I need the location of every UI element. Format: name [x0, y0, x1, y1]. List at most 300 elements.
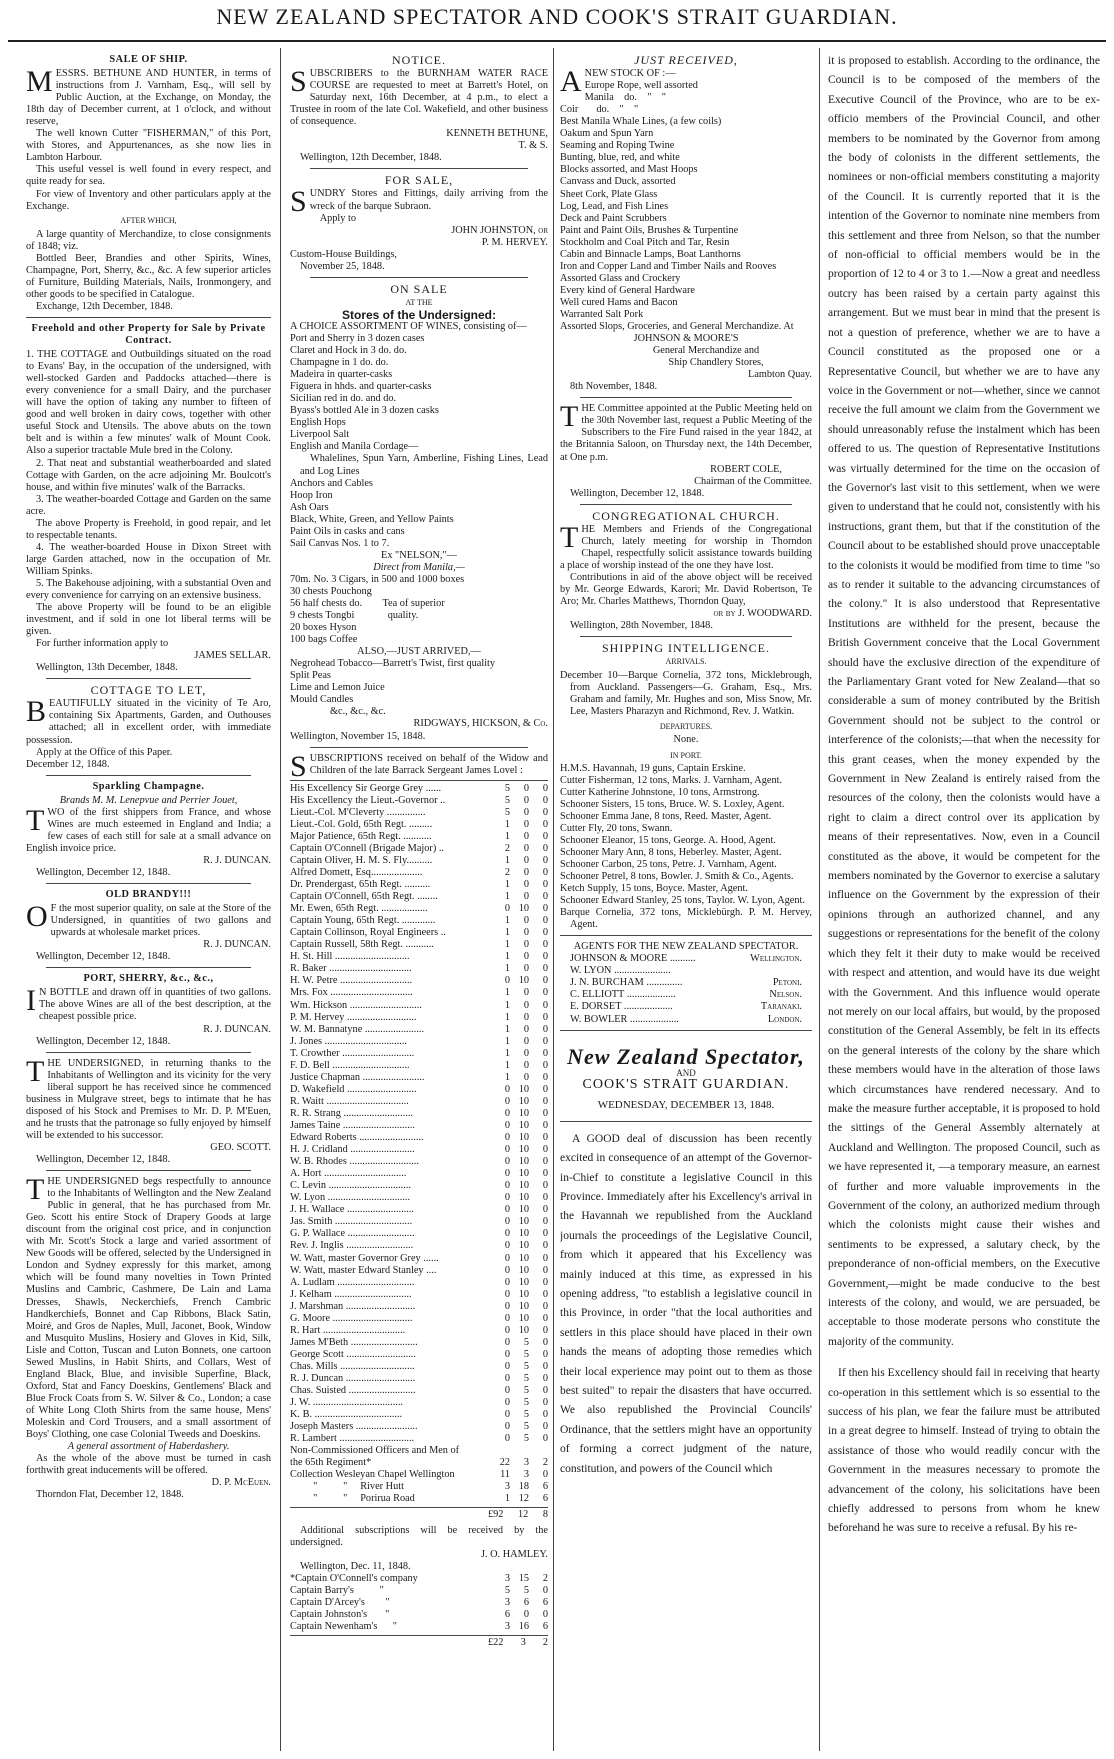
agent-row — [570, 1001, 802, 1013]
subscriber-name: Collection Wesleyan Chapel Wellington — [290, 1469, 455, 1481]
subscriber-name: F. D. Bell .............................. — [290, 1059, 410, 1071]
column-2 — [290, 52, 548, 1753]
table-row — [290, 1573, 548, 1585]
table-row — [290, 1120, 548, 1132]
subscriber-name: Lieut.-Col. Gold, 65th Regt. ......... — [290, 818, 433, 830]
ad-date: Wellington, December 12, 1848. — [36, 1153, 171, 1165]
amount-shillings: 0 — [523, 854, 529, 866]
table-row — [290, 1000, 548, 1012]
divider — [310, 168, 528, 169]
in-port-entry: Schooner Emma Jane, 8 tons, Reed. Master, Agent. — [560, 810, 772, 822]
table-row — [290, 1253, 548, 1265]
amount-pence: 0 — [542, 1047, 548, 1059]
table-row — [290, 1481, 548, 1493]
ad-subhead: Direct from Manila,— — [373, 561, 465, 573]
list-item: Best Manila Whale Lines, (a few coils) — [560, 116, 722, 128]
subscription-total — [290, 1507, 548, 1521]
amount-pence: 6 — [542, 1596, 548, 1608]
ad-body: 3. The weather-boarded Cottage and Garden on the same acre. — [26, 493, 271, 517]
ad-subhead: Stores of the Undersigned: — [341, 307, 496, 322]
amount-pence: 0 — [542, 1252, 548, 1264]
table-row — [290, 903, 548, 915]
ad-scott — [26, 1054, 271, 1166]
subscriber-name: C. Levin ................................ — [290, 1180, 411, 1192]
ad-heading: ON SALE — [390, 281, 448, 296]
amount-pence: 0 — [542, 1071, 548, 1083]
amount-pounds: 0 — [504, 1192, 510, 1204]
list-item: Black, White, Green, and Yellow Paints — [290, 513, 454, 525]
ad-body: As the whole of the above must be turned in cash forthwith great inducements will be offered. — [26, 1453, 271, 1477]
subscription-table — [290, 783, 548, 1446]
subscriber-name: Captain Russell, 58th Regt. ........... — [290, 939, 434, 951]
amount-shillings: 10 — [518, 1252, 529, 1264]
ad-signature: KENNETH BETHUNE, — [446, 128, 548, 140]
amount-shillings: 5 — [523, 1372, 529, 1384]
subscriber-name: T. Crowther ............................ — [290, 1047, 415, 1059]
ad-heading: FOR SALE, — [384, 173, 454, 188]
agent-name: C. ELLIOTT ................... — [570, 989, 676, 1001]
amount-pounds: 1 — [504, 830, 510, 842]
subscriber-name: Captain D'Arcey's " — [290, 1596, 390, 1608]
amount-pounds: 5 — [504, 1584, 510, 1596]
list-item: Assorted Slops, Groceries, and General Merchandize. At — [560, 321, 794, 333]
amount-pounds: 3 — [504, 1596, 510, 1608]
amount-pounds: 3 — [504, 1620, 510, 1632]
editorial-masthead-and: AND — [676, 1067, 696, 1078]
list-item: Oakum and Spun Yarn — [560, 128, 654, 140]
list-item: Claret and Hock in 3 do. do. — [290, 345, 407, 357]
table-row — [290, 1144, 548, 1156]
amount-shillings: 10 — [518, 903, 529, 915]
table-row — [290, 975, 548, 987]
amount-pence: 0 — [542, 1264, 548, 1276]
divider — [46, 1052, 251, 1053]
table-row — [290, 843, 548, 855]
amount-shillings: 0 — [523, 987, 529, 999]
section-subhead: IN PORT. — [670, 750, 702, 760]
table-row — [290, 1597, 548, 1609]
total-pounds: £92 — [488, 1509, 504, 1521]
ad-address: Custom-House Buildings, — [290, 248, 397, 260]
in-port-entry: Cutter Fisherman, 12 tons, Marks. J. Varnham, Agent. — [560, 774, 783, 786]
amount-pence: 0 — [542, 879, 548, 891]
amount-pence: 0 — [542, 915, 548, 927]
agent-row — [570, 965, 802, 977]
ad-signature: R. J. DUNCAN. — [203, 939, 271, 951]
table-row — [290, 1457, 548, 1469]
subscriber-name: Alfred Domett, Esq.................... — [290, 867, 423, 878]
amount-shillings: 5 — [523, 1584, 529, 1596]
amount-pounds: 1 — [504, 879, 510, 891]
list-item: Well cured Hams and Bacon — [560, 296, 678, 308]
table-row — [290, 1493, 548, 1505]
ad-subhead: ALSO,—JUST ARRIVED,— — [357, 646, 481, 658]
agent-name: E. DORSET ................... — [570, 1001, 673, 1013]
subscriber-name: Mrs. Fox ................................ — [290, 987, 413, 999]
amount-shillings: 15 — [518, 1572, 529, 1584]
list-item: Iron and Copper Land and Timber Nails and Rooves — [560, 260, 777, 272]
ad-subhead: AFTER WHICH, — [120, 215, 177, 225]
list-item: 56 half chests do. Tea of superior — [290, 598, 445, 610]
amount-shillings: 5 — [523, 1385, 529, 1397]
agent-name: JOHNSON & MOORE .......... — [570, 953, 696, 965]
amount-pounds: 1 — [504, 1047, 510, 1059]
ad-signature: JOHNSON & MOORE'S — [633, 333, 739, 345]
amount-shillings: 18 — [518, 1481, 529, 1493]
table-row — [290, 927, 548, 939]
in-port-entry: Cutter Katherine Johnstone, 10 tons, Armstrong. — [560, 786, 760, 798]
ad-heading: COTTAGE TO LET, — [90, 683, 207, 698]
list-item: Ash Oars — [290, 501, 329, 513]
ad-date: Wellington, 28th November, 1848. — [570, 620, 713, 632]
amount-shillings: 0 — [523, 842, 529, 854]
amount-shillings: 10 — [518, 1144, 529, 1156]
amount-pence: 0 — [542, 1180, 548, 1192]
amount-pence: 0 — [542, 1360, 548, 1372]
amount-pounds: 0 — [504, 1288, 510, 1300]
editorial-date: WEDNESDAY, DECEMBER 13, 1848. — [597, 1098, 775, 1111]
amount-pence: 0 — [542, 1469, 548, 1481]
amount-shillings: 10 — [518, 1276, 529, 1288]
amount-shillings: 0 — [523, 939, 529, 951]
list-item: Log, Lead, and Fish Lines — [560, 200, 669, 212]
subscriber-name: G. P. Wallace .......................... — [290, 1228, 415, 1240]
table-row — [290, 951, 548, 963]
amount-pence: 0 — [542, 1144, 548, 1156]
amount-shillings: 5 — [523, 1433, 529, 1445]
agent-location: London. — [767, 1013, 802, 1025]
total-pence: 2 — [542, 1636, 548, 1648]
amount-shillings: 0 — [523, 1047, 529, 1059]
amount-shillings: 10 — [518, 1204, 529, 1216]
amount-pounds: 0 — [504, 1324, 510, 1336]
subscriber-name: J. H. Wallace .......................... — [290, 1204, 414, 1216]
agent-name: J. N. BURCHAM .............. — [570, 977, 683, 989]
amount-pounds: 5 — [504, 782, 510, 794]
ad-heading: PORT, SHERRY, &c., &c., — [83, 973, 214, 985]
amount-shillings: 0 — [523, 1059, 529, 1071]
subscriber-name: Captain Johnston's " — [290, 1608, 390, 1620]
ad-heading: Freehold and other Property for Sale by Private Contract. — [31, 322, 266, 347]
table-row — [290, 783, 548, 795]
ad-heading: CONGREGATIONAL CHURCH. — [592, 508, 780, 523]
amount-pounds: 0 — [504, 1276, 510, 1288]
table-row — [290, 987, 548, 999]
amount-pence: 0 — [542, 1288, 548, 1300]
divider — [290, 780, 548, 781]
subscriber-name: Chas. Mills ............................. — [290, 1360, 415, 1372]
amount-pence: 0 — [542, 1216, 548, 1228]
subscription-table — [290, 1457, 548, 1505]
amount-shillings: 10 — [518, 1192, 529, 1204]
amount-pence: 0 — [542, 1132, 548, 1144]
table-row — [290, 1036, 548, 1048]
ad-signature: R. J. DUNCAN. — [203, 854, 271, 866]
subscriber-name: *Captain O'Connell's company — [290, 1572, 418, 1584]
amount-pence: 0 — [542, 1059, 548, 1071]
onsale-list — [290, 333, 548, 550]
amount-pounds: 2 — [504, 867, 510, 878]
ad-sale-of-ship — [26, 54, 271, 313]
amount-shillings: 0 — [523, 867, 529, 878]
in-port-entry: Cutter Fly, 20 tons, Swann. — [560, 822, 673, 834]
amount-shillings: 3 — [523, 1457, 529, 1469]
ad-date: Wellington, 13th December, 1848. — [36, 662, 178, 674]
amount-pounds: 1 — [504, 987, 510, 999]
list-item: Sicilian red in do. and do. — [290, 393, 397, 405]
subscriber-name: J. Kelham .............................. — [290, 1288, 412, 1300]
ad-signature: General Merchandize and — [652, 345, 760, 357]
subscriber-name: Dr. Prendergast, 65th Regt. .......... — [290, 879, 431, 891]
subscriber-name: Wm. Hickson ............................ — [290, 999, 422, 1011]
amount-pounds: 3 — [504, 1481, 510, 1493]
amount-pounds: 6 — [504, 1608, 510, 1620]
list-item: &c., &c., &c. — [330, 706, 386, 718]
subscriber-name: Rev. J. Inglis .......................... — [290, 1240, 414, 1252]
table-row — [290, 1325, 548, 1337]
ad-date: November 25, 1848. — [300, 260, 385, 272]
amount-pence: 0 — [542, 806, 548, 818]
ad-body: The above Property will be found to be an eligible investment, and if sold in one lot liberal terms will be given. — [26, 602, 271, 638]
amount-pounds: 2 — [504, 842, 510, 854]
amount-pounds: 0 — [504, 1336, 510, 1348]
list-item: 20 boxes Hyson — [290, 622, 357, 634]
amount-pence: 0 — [542, 1608, 548, 1620]
list-item: Byass's bottled Ale in 3 dozen casks — [290, 405, 439, 417]
divider — [46, 967, 251, 968]
ad-body: SUBSCRIPTIONS received on behalf of the Widow and Children of the late Barrack Sergeant James Lovel : — [290, 749, 548, 783]
subscription-note: Non-Commissioned Officers and Men of — [290, 1445, 460, 1457]
table-row — [290, 1609, 548, 1621]
agent-row — [570, 1014, 802, 1026]
subscriber-name: W. Lyon ................................ — [290, 1192, 411, 1204]
amount-pence: 0 — [542, 903, 548, 915]
amount-shillings: 5 — [523, 1421, 529, 1433]
amount-pence: 6 — [542, 1481, 548, 1493]
ad-date: Wellington, December 12, 1848. — [36, 867, 171, 878]
column-divider — [819, 48, 820, 1751]
amount-pence: 2 — [542, 1457, 548, 1469]
ad-on-sale — [290, 283, 548, 743]
ad-body: The well known Cutter "FISHERMAN," of this Port, with Stores, and Appurtenances, as she now lies in Lambton Harbour. — [26, 128, 271, 164]
amount-shillings: 5 — [523, 1348, 529, 1360]
list-item: Split Peas — [290, 670, 331, 682]
amount-shillings: 0 — [523, 951, 529, 963]
ad-body: MESSRS. BETHUNE AND HUNTER, in terms of instructions from J. Varnham, Esq., will sell by Public Auction, at the Exchange, on Monday, the 18th day of December current, at 1 o'clock, and without reserve, — [26, 65, 271, 128]
amount-shillings: 10 — [518, 1216, 529, 1228]
amount-shillings: 10 — [518, 1095, 529, 1107]
amount-shillings: 0 — [523, 818, 529, 830]
amount-shillings: 10 — [518, 975, 529, 987]
ad-body: THE Members and Friends of the Congregational Church, lately meeting for worship in Thorndon Chapel, respectfully solicit assistance towards building a place of worship instead of the one they have lost. — [560, 520, 812, 571]
subscriber-name: Mr. Ewen, 65th Regt. .................. — [290, 903, 428, 915]
editorial-paragraph: If then his Excellency should fail in receiving that hearty co-operation in this settlement which is so essential to the success of his plan, we fear the failure must be attributed in a great degree to himself. Instead of trying to obtain the assistance of those who would readily concur with the Government in the measures necessary to promote the advancement of the colony, his solicitations have been chiefly addressed to persons from whom he knew beforehand he was sure to receive a refusal. By his re- — [828, 1367, 1100, 1535]
amount-shillings: 10 — [518, 1083, 529, 1095]
ad-date: Wellington, 12th December, 1848. — [300, 152, 442, 164]
amount-pence: 0 — [542, 963, 548, 975]
ad-body: 4. The weather-boarded House in Dixon Street with large Garden attached, now in the occupation of Mr. William Spinks. — [26, 541, 271, 577]
column-4 — [828, 52, 1100, 1753]
list-item: Madeira in quarter-casks — [290, 369, 393, 381]
list-item: Champagne in 1 do. do. — [290, 357, 389, 369]
ad-signature: JAMES SELLAR. — [194, 650, 271, 662]
list-item: Hoop Iron — [290, 489, 333, 501]
in-port-entry: Schooner Carbon, 25 tons, Petre. J. Varnham, Agent. — [560, 858, 777, 870]
ad-date: Wellington, Dec. 11, 1848. — [300, 1560, 411, 1572]
amount-pounds: 22 — [499, 1457, 510, 1469]
ad-signature: J. O. HAMLEY. — [480, 1548, 548, 1560]
table-row — [290, 855, 548, 867]
amount-pounds: 0 — [504, 1083, 510, 1095]
amount-pounds: 0 — [504, 1312, 510, 1324]
amount-shillings: 5 — [523, 1409, 529, 1421]
editorial-masthead: New Zealand Spectator, — [567, 1043, 805, 1069]
amount-pounds: 1 — [504, 939, 510, 951]
ad-body: The above Property is Freehold, in good repair, and let to respectable tenants. — [26, 517, 271, 541]
amount-pence: 0 — [542, 854, 548, 866]
in-port-entry: Schooner Sisters, 15 tons, Bruce. W. S. Loxley, Agent. — [560, 798, 785, 810]
amount-pounds: 0 — [504, 1348, 510, 1360]
list-item: English and Manila Cordage— — [290, 441, 419, 453]
amount-pounds: 0 — [504, 1360, 510, 1372]
amount-pence: 0 — [542, 1095, 548, 1107]
ad-body: Contributions in aid of the above object will be received by Mr. George Edwards, Karori; Mr. David Robertson, Te Aro; Mr. Charles Matthews, Thorndon Quay, — [560, 571, 812, 608]
ad-heading: OLD BRANDY!!! — [105, 889, 192, 901]
masthead-rule — [8, 40, 1106, 42]
amount-pence: 0 — [542, 1156, 548, 1168]
list-item: Every kind of General Hardware — [560, 284, 695, 296]
subscriber-name: R. Hart ................................ — [290, 1324, 406, 1336]
agent-name: W. BOWLER ................... — [570, 1013, 679, 1025]
subscriber-name: J. Marshman ........................... — [290, 1300, 416, 1312]
ad-heading: JUST RECEIVED, — [634, 53, 738, 67]
onsale-list-3 — [290, 658, 548, 718]
agents-heading: AGENTS FOR THE NEW ZEALAND SPECTATOR. — [573, 941, 799, 953]
table-row — [290, 795, 548, 807]
subscriber-name: Captain O'Connell (Brigade Major) .. — [290, 842, 444, 854]
amount-pounds: 0 — [504, 1168, 510, 1180]
amount-pounds: 0 — [504, 1372, 510, 1384]
amount-pence: 0 — [542, 867, 548, 878]
amount-pounds: 1 — [504, 1493, 510, 1505]
amount-shillings: 10 — [518, 1168, 529, 1180]
subscriber-name: W. Watt, master Governor Grey ...... — [290, 1252, 439, 1264]
amount-shillings: 0 — [523, 1011, 529, 1023]
ad-heading: SHIPPING INTELLIGENCE. — [602, 641, 770, 656]
amount-pence: 0 — [542, 1336, 548, 1348]
subscriber-name: H. St. Hill ............................. — [290, 951, 410, 963]
ad-subhead: AT THE — [405, 297, 433, 307]
amount-pounds: 1 — [504, 891, 510, 903]
amount-pence: 6 — [542, 1620, 548, 1632]
table-row — [290, 1048, 548, 1060]
amount-pounds: 1 — [504, 818, 510, 830]
agent-location: Wellington. — [750, 953, 802, 965]
amount-pence: 0 — [542, 1192, 548, 1204]
ad-freehold — [26, 323, 271, 674]
subscriber-name: W. B. Rhodes ........................... — [290, 1156, 419, 1168]
ad-signature: T. & S. — [518, 140, 548, 152]
amount-pounds: 0 — [504, 1180, 510, 1192]
list-item: Mould Candles — [290, 694, 354, 706]
ad-body: 1. THE COTTAGE and Outbuildings situated on the road to Evans' Bay, in the occupation of the undersigned, with well-stocked Garden and Paddocks attached—there is every convenience for a small Dairy, and the purchaser will have the option of taking any number to fifteen of good and well broken in dairy cows, together with other useful Stock and Utensils. The above abuts on the town belt and is within a few minutes' walk of Mount Cook. Also a superior tractable Mule bred in the Colony. — [26, 349, 271, 457]
table-row — [290, 1156, 548, 1168]
amount-shillings: 0 — [523, 999, 529, 1011]
amount-pounds: 3 — [504, 1572, 510, 1584]
subscriber-name: R. Lambert ............................. — [290, 1433, 415, 1445]
amount-pence: 0 — [542, 1240, 548, 1252]
amount-pence: 0 — [542, 1107, 548, 1119]
ad-heading: Sparkling Champagne. — [92, 780, 205, 792]
amount-pence: 0 — [542, 927, 548, 939]
amount-pence: 0 — [542, 1119, 548, 1131]
amount-pounds: 1 — [504, 915, 510, 927]
table-row — [290, 1313, 548, 1325]
subscriber-name: Captain Collinson, Royal Engineers .. — [290, 927, 446, 939]
table-row — [290, 1072, 548, 1084]
amount-pounds: 0 — [504, 1119, 510, 1131]
ad-body: THE Committee appointed at the Public Meeting held on the 30th November last, request a Public Meeting of the Subscribers to the Fire Fund raised in the year 1842, at the Britannia Saloon, on Thursday next, the 14th December, at One p.m. — [560, 400, 812, 463]
amount-pounds: 1 — [504, 927, 510, 939]
amount-shillings: 0 — [523, 879, 529, 891]
list-item: Whalelines, Spun Yarn, Amberline, Fishing Lines, Lead and Log Lines — [300, 453, 548, 477]
ad-signature: or by J. WOODWARD. — [713, 608, 812, 620]
amount-pence: 0 — [542, 1584, 548, 1596]
table-row — [290, 1060, 548, 1072]
amount-shillings: 10 — [518, 1156, 529, 1168]
subscriber-name: Chas. Suisted .......................... — [290, 1385, 416, 1397]
table-row — [290, 1108, 548, 1120]
list-item: Deck and Paint Scrubbers — [560, 212, 667, 224]
amount-pounds: 1 — [504, 1011, 510, 1023]
amount-shillings: 10 — [518, 1119, 529, 1131]
amount-shillings: 0 — [523, 927, 529, 939]
amount-pence: 0 — [542, 1300, 548, 1312]
subscription-total — [290, 1635, 548, 1649]
list-item: Manila do. " " — [584, 92, 667, 104]
table-row — [290, 1385, 548, 1397]
table-row — [290, 819, 548, 831]
subscriber-name: James Taine ............................ — [290, 1119, 415, 1131]
amount-shillings: 6 — [523, 1596, 529, 1608]
section-subhead: DEPARTURES. — [659, 722, 713, 732]
amount-pounds: 0 — [504, 1216, 510, 1228]
ad-subscriptions — [290, 749, 548, 1649]
editorial-paragraph: A GOOD deal of discussion has been recently excited in consequence of an attempt of the Governor-in-Chief to constitute a legislative Council in this Province. Immediately after his Excellency's arrival in the Havannah we republished from the Auckland journals the proceedings of the Legislative Council, from which it appeared that his Excellency was mainly induced at this time, as expressed in his opening address, "to establish a legislative council in this Province, in order "that the local authorities and settlers in this place should have placed in their own hands the means of adopting those remedies which their local experience may point out to them as those best suited" to repair the disasters that have occurred. We also republished the Provincial Councils' Ordinance, that the settlers might have an opportunity of forming a correct judgment of the nature, constitution, and powers of the Council which — [560, 1132, 812, 1475]
amount-shillings: 0 — [523, 963, 529, 975]
amount-shillings: 0 — [523, 806, 529, 818]
ad-committee — [560, 400, 812, 499]
amount-pounds: 0 — [504, 1385, 510, 1397]
table-row — [290, 1180, 548, 1192]
table-row — [290, 1301, 548, 1313]
departure-entry: None. — [673, 734, 699, 746]
amount-shillings: 10 — [518, 1240, 529, 1252]
list-item: 100 bags Coffee — [290, 634, 358, 646]
table-row — [290, 1373, 548, 1385]
table-row — [290, 807, 548, 819]
total-shillings: 3 — [520, 1636, 526, 1648]
amount-pence: 0 — [542, 1397, 548, 1409]
editorial-column-3 — [560, 1130, 812, 1479]
amount-pence: 0 — [542, 939, 548, 951]
list-item: Bunting, blue, red, and white — [560, 152, 680, 164]
subscriber-name: Lieut.-Col. M'Cleverty ............... — [290, 806, 426, 818]
subscriber-name: H. W. Petre ............................ — [290, 975, 413, 987]
ad-body: For further information apply to — [36, 638, 169, 650]
divider — [46, 1170, 251, 1171]
divider — [560, 1030, 812, 1031]
